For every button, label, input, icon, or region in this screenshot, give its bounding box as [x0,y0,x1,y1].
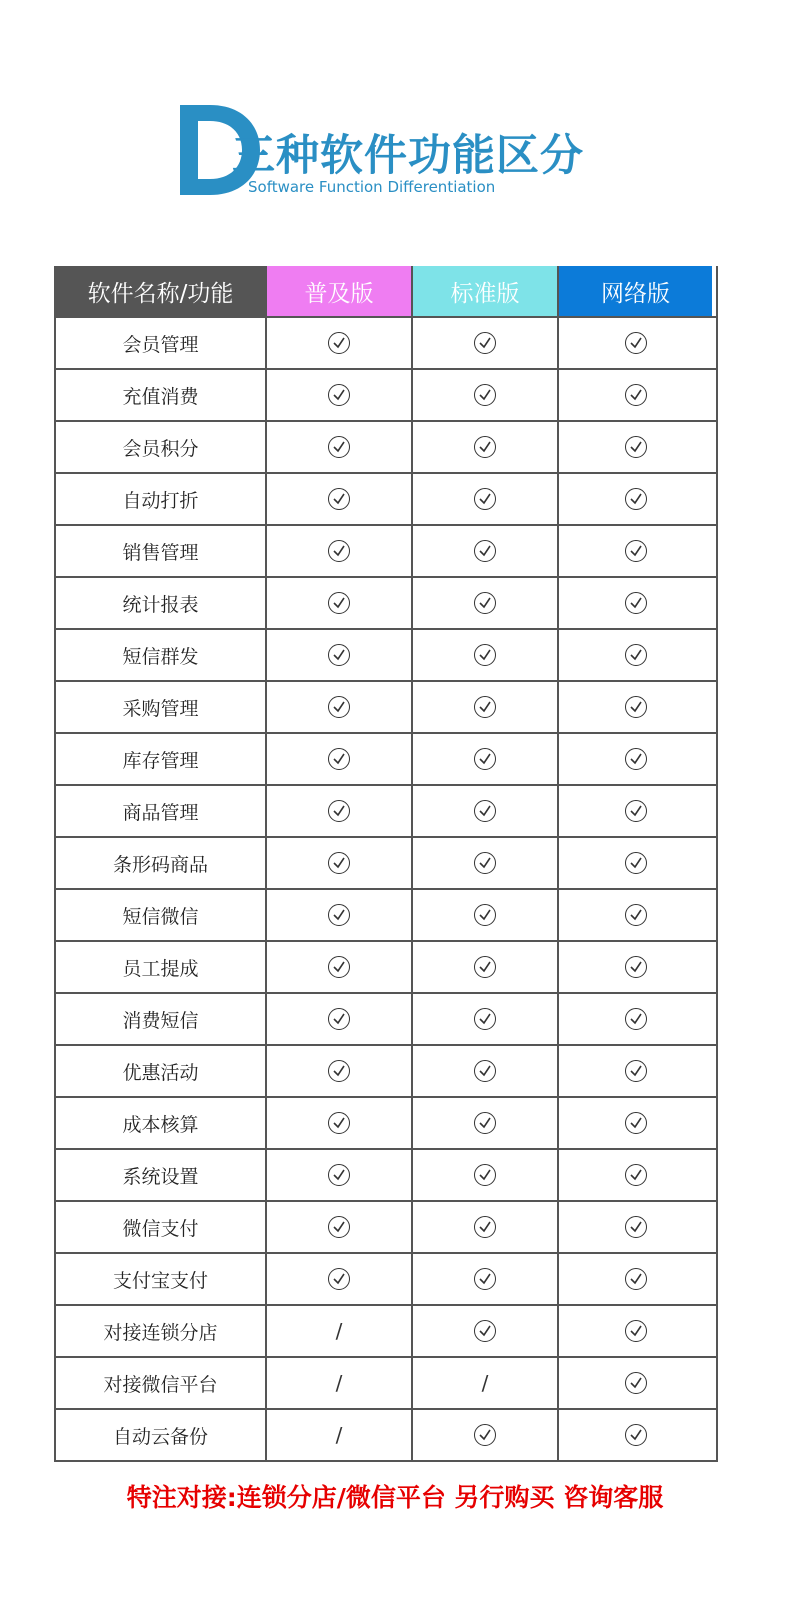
support-cell [413,890,559,940]
support-cell [413,1410,559,1460]
table-header-row [56,266,716,318]
support-cell [267,370,413,420]
table-row [56,630,716,682]
table-row [56,994,716,1046]
check-icon [474,748,496,770]
support-cell [559,1150,712,1200]
table-row [56,1150,716,1202]
check-icon [328,696,350,718]
support-cell [559,682,712,732]
check-icon [328,1112,350,1134]
feature-name: 短信微信 [56,890,267,940]
support-cell [267,734,413,784]
support-cell [413,942,559,992]
check-icon [625,956,647,978]
table-row [56,1202,716,1254]
page-title: 三种软件功能区分 [232,131,584,181]
support-cell [559,838,712,888]
check-icon [625,696,647,718]
check-icon [328,1268,350,1290]
header [180,100,620,200]
check-icon [328,748,350,770]
feature-name: 会员积分 [56,422,267,472]
check-icon [625,1268,647,1290]
check-icon [625,488,647,510]
table-row [56,474,716,526]
feature-name: 短信群发 [56,630,267,680]
footer-note: 特注对接:连锁分店/微信平台 另行购买 咨询客服 [126,1483,664,1512]
check-icon [474,956,496,978]
support-cell [413,1306,559,1356]
support-cell [267,890,413,940]
check-icon [328,592,350,614]
check-icon [625,1164,647,1186]
feature-name: 微信支付 [56,1202,267,1252]
feature-name: 库存管理 [56,734,267,784]
check-icon [328,384,350,406]
support-cell [267,1046,413,1096]
support-cell [413,1254,559,1304]
not-included-mark: / [335,1319,343,1343]
support-cell [413,578,559,628]
check-icon [625,904,647,926]
feature-name: 员工提成 [56,942,267,992]
support-cell [559,1358,712,1408]
support-cell [559,1202,712,1252]
check-icon [474,1320,496,1342]
check-icon [625,748,647,770]
check-icon [625,1060,647,1082]
support-cell [559,1098,712,1148]
feature-name: 对接连锁分店 [56,1306,267,1356]
support-cell [559,890,712,940]
table-row [56,1254,716,1306]
feature-comparison-table [54,266,718,1462]
support-cell [267,1358,413,1408]
table-row [56,578,716,630]
table-row [56,682,716,734]
feature-name: 采购管理 [56,682,267,732]
column-header-feature: 软件名称/功能 [56,266,267,316]
check-icon [328,436,350,458]
support-cell [413,1098,559,1148]
check-icon [625,436,647,458]
check-icon [328,956,350,978]
support-cell [559,578,712,628]
column-header-standard: 标准版 [413,266,559,316]
support-cell [413,1358,559,1408]
support-cell [267,682,413,732]
support-cell [413,1150,559,1200]
support-cell [413,734,559,784]
table-row [56,318,716,370]
support-cell [559,1254,712,1304]
check-icon [625,384,647,406]
check-icon [328,1060,350,1082]
check-icon [328,1164,350,1186]
check-icon [474,488,496,510]
page-subtitle: Software Function Differentiation [248,178,496,196]
support-cell [559,474,712,524]
support-cell [267,1410,413,1460]
check-icon [328,644,350,666]
feature-name: 商品管理 [56,786,267,836]
check-icon [625,852,647,874]
support-cell [267,994,413,1044]
support-cell [559,1046,712,1096]
check-icon [328,488,350,510]
support-cell [267,630,413,680]
support-cell [267,786,413,836]
feature-name: 自动云备份 [56,1410,267,1460]
check-icon [474,1424,496,1446]
feature-name: 条形码商品 [56,838,267,888]
support-cell [413,422,559,472]
not-included-mark: / [335,1423,343,1447]
check-icon [625,540,647,562]
feature-name: 支付宝支付 [56,1254,267,1304]
support-cell [267,1150,413,1200]
table-row [56,1306,716,1358]
check-icon [474,800,496,822]
check-icon [474,644,496,666]
check-icon [474,332,496,354]
check-icon [328,904,350,926]
support-cell [413,526,559,576]
check-icon [474,852,496,874]
check-icon [328,332,350,354]
support-cell [559,942,712,992]
feature-name: 对接微信平台 [56,1358,267,1408]
feature-name: 成本核算 [56,1098,267,1148]
not-included-mark: / [481,1371,489,1395]
check-icon [474,696,496,718]
support-cell [559,526,712,576]
support-cell [267,1306,413,1356]
check-icon [625,1008,647,1030]
support-cell [267,942,413,992]
support-cell [413,474,559,524]
check-icon [625,1320,647,1342]
feature-name: 充值消费 [56,370,267,420]
table-row [56,526,716,578]
check-icon [625,644,647,666]
table-row [56,1098,716,1150]
support-cell [267,578,413,628]
feature-name: 销售管理 [56,526,267,576]
table-row [56,422,716,474]
check-icon [625,1372,647,1394]
support-cell [267,1202,413,1252]
check-icon [474,1008,496,1030]
support-cell [413,786,559,836]
support-cell [413,1202,559,1252]
support-cell [267,838,413,888]
feature-name: 自动打折 [56,474,267,524]
support-cell [267,526,413,576]
support-cell [267,1254,413,1304]
support-cell [559,734,712,784]
check-icon [625,1112,647,1134]
feature-name: 消费短信 [56,994,267,1044]
check-icon [328,1008,350,1030]
support-cell [267,422,413,472]
check-icon [474,1112,496,1134]
table-row [56,942,716,994]
support-cell [413,630,559,680]
check-icon [328,1216,350,1238]
check-icon [474,384,496,406]
check-icon [474,1268,496,1290]
column-header-basic: 普及版 [267,266,413,316]
check-icon [625,1424,647,1446]
table-row [56,734,716,786]
table-row [56,370,716,422]
check-icon [625,800,647,822]
support-cell [559,994,712,1044]
check-icon [474,592,496,614]
check-icon [328,800,350,822]
table-row [56,1410,716,1462]
check-icon [328,540,350,562]
support-cell [559,422,712,472]
support-cell [267,318,413,368]
feature-name: 优惠活动 [56,1046,267,1096]
support-cell [267,474,413,524]
support-cell [413,1046,559,1096]
support-cell [413,838,559,888]
check-icon [474,904,496,926]
support-cell [559,786,712,836]
support-cell [413,318,559,368]
support-cell [267,1098,413,1148]
check-icon [474,436,496,458]
support-cell [559,370,712,420]
not-included-mark: / [335,1371,343,1395]
table-row [56,786,716,838]
check-icon [474,1216,496,1238]
check-icon [474,1060,496,1082]
table-row [56,1046,716,1098]
check-icon [625,1216,647,1238]
check-icon [625,332,647,354]
table-row [56,1358,716,1410]
table-row [56,890,716,942]
check-icon [474,540,496,562]
column-header-network: 网络版 [559,266,712,316]
feature-name: 会员管理 [56,318,267,368]
check-icon [625,592,647,614]
support-cell [559,1306,712,1356]
support-cell [413,682,559,732]
support-cell [559,318,712,368]
check-icon [328,852,350,874]
support-cell [413,994,559,1044]
feature-name: 系统设置 [56,1150,267,1200]
support-cell [559,630,712,680]
table-row [56,838,716,890]
support-cell [559,1410,712,1460]
check-icon [474,1164,496,1186]
feature-name: 统计报表 [56,578,267,628]
support-cell [413,370,559,420]
